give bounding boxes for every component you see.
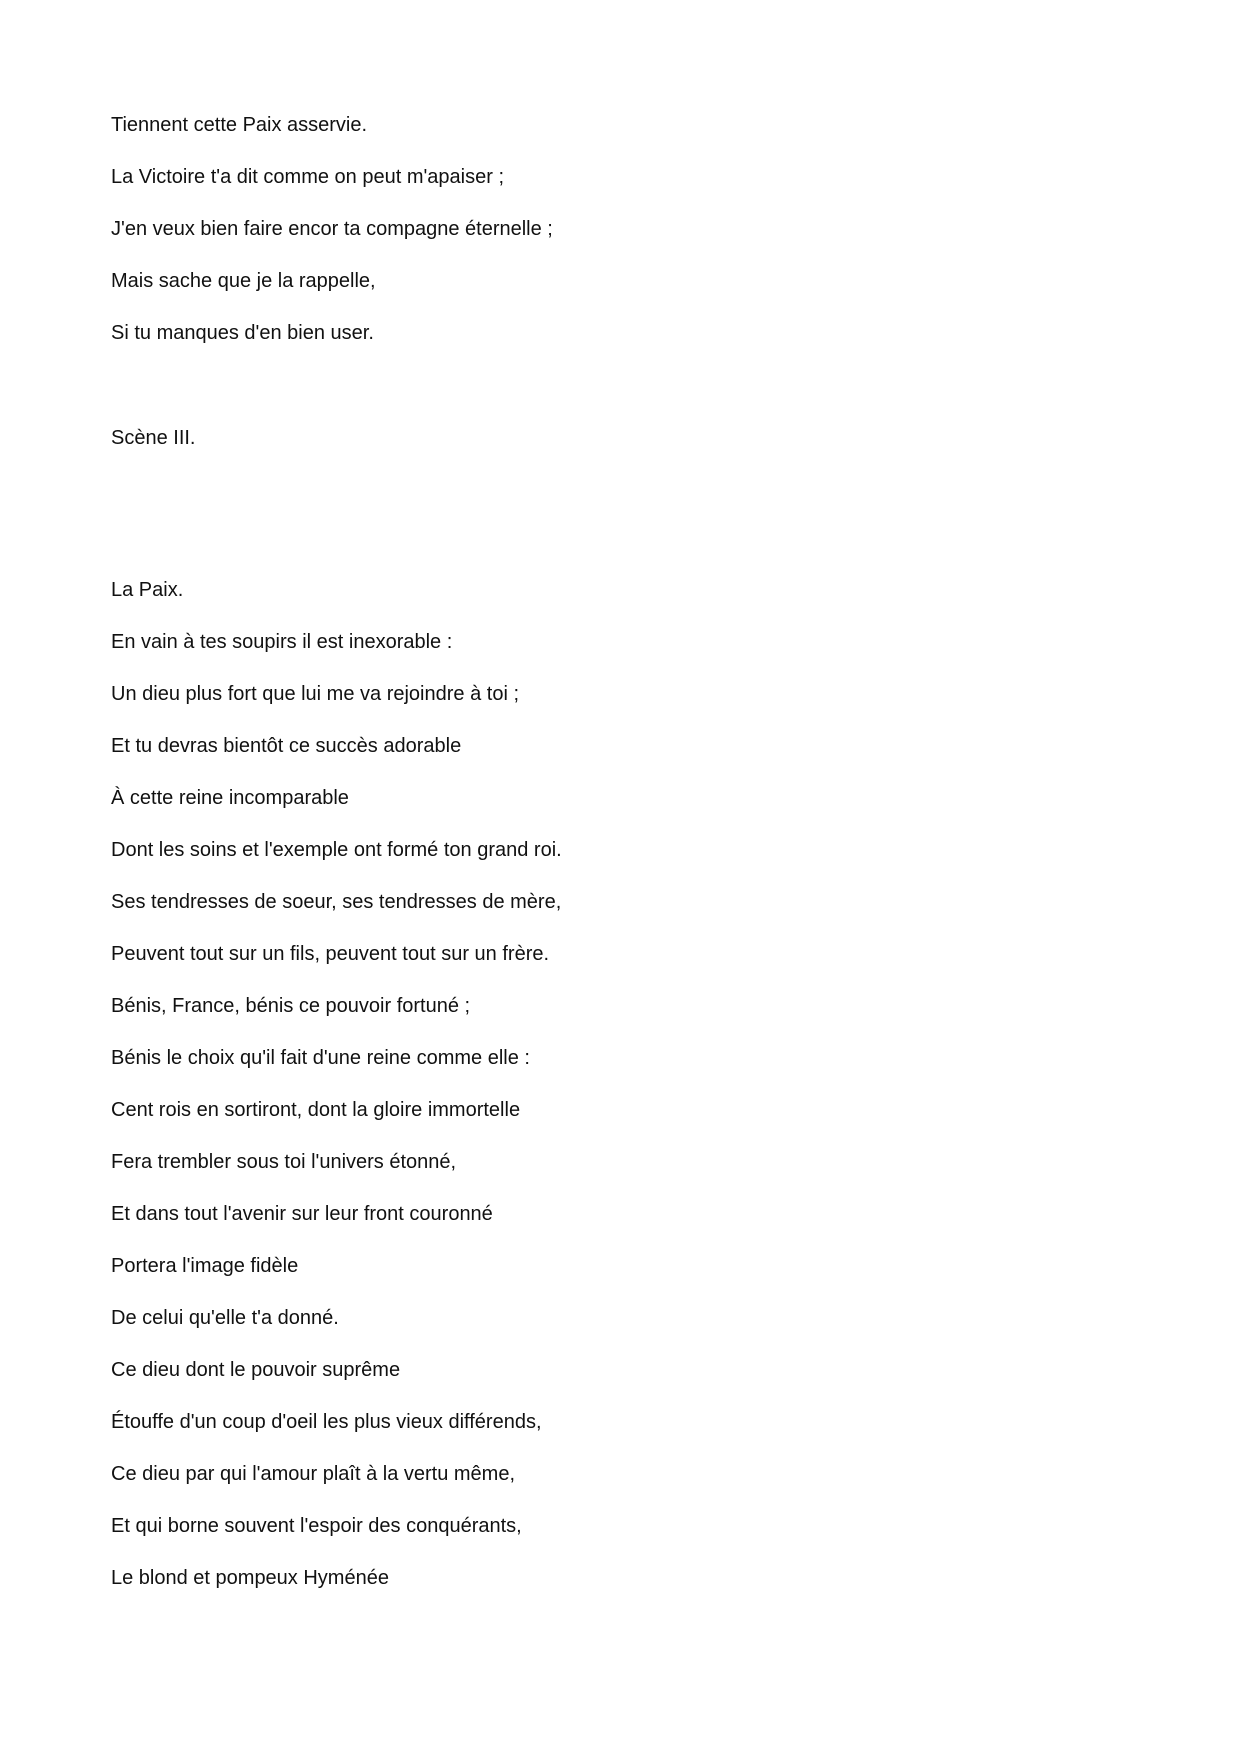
- verse-line: Peuvent tout sur un fils, peuvent tout sur un frère.: [111, 943, 550, 965]
- verse-line: En vain à tes soupirs il est inexorable :: [111, 631, 453, 653]
- verse-line: Et qui borne souvent l'espoir des conquérants,: [111, 1515, 522, 1537]
- verse-line: Fera trembler sous toi l'univers étonné,: [111, 1151, 457, 1173]
- verse-line: Étouffe d'un coup d'oeil les plus vieux différends,: [111, 1411, 542, 1433]
- verse-line: Le blond et pompeux Hyménée: [111, 1567, 389, 1589]
- verse-line: Ce dieu par qui l'amour plaît à la vertu même,: [111, 1463, 516, 1485]
- speaker-name: La Paix.: [111, 579, 184, 601]
- verse-line: Mais sache que je la rappelle,: [111, 270, 376, 292]
- verse-line: Bénis, France, bénis ce pouvoir fortuné ;: [111, 995, 471, 1017]
- verse-line: Et dans tout l'avenir sur leur front couronné: [111, 1203, 493, 1225]
- verse-line: Dont les soins et l'exemple ont formé ton grand roi.: [111, 839, 562, 861]
- verse-line: Portera l'image fidèle: [111, 1255, 299, 1277]
- scene-heading: Scène III.: [111, 427, 196, 449]
- verse-line: J'en veux bien faire encor ta compagne éternelle ;: [111, 218, 553, 240]
- verse-line: De celui qu'elle t'a donné.: [111, 1307, 339, 1329]
- verse-line: Un dieu plus fort que lui me va rejoindre à toi ;: [111, 683, 519, 705]
- verse-line: Si tu manques d'en bien user.: [111, 322, 374, 344]
- verse-line: La Victoire t'a dit comme on peut m'apaiser ;: [111, 166, 505, 188]
- verse-line: Tiennent cette Paix asservie.: [111, 114, 368, 136]
- verse-line: À cette reine incomparable: [111, 787, 349, 809]
- verse-line: Et tu devras bientôt ce succès adorable: [111, 735, 462, 757]
- verse-line: Bénis le choix qu'il fait d'une reine comme elle :: [111, 1047, 530, 1069]
- verse-line: Ce dieu dont le pouvoir suprême: [111, 1359, 401, 1381]
- verse-line: Cent rois en sortiront, dont la gloire immortelle: [111, 1099, 521, 1121]
- verse-line: Ses tendresses de soeur, ses tendresses de mère,: [111, 891, 562, 913]
